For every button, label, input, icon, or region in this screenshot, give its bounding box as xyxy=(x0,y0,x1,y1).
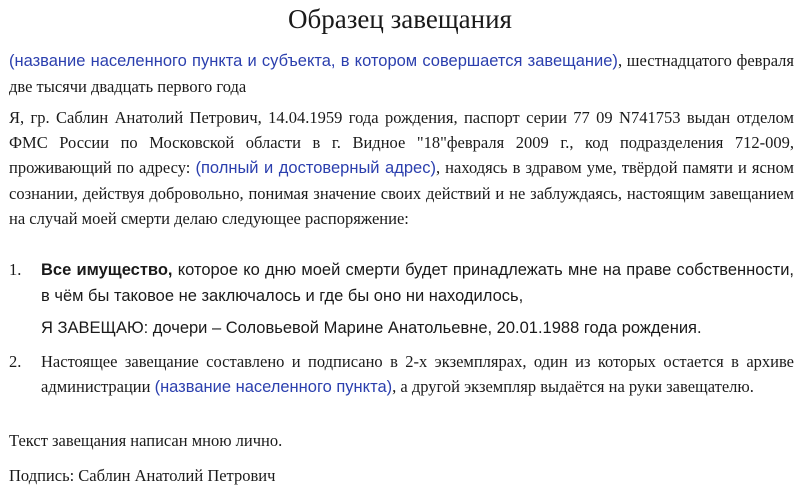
list-number: 2. xyxy=(9,352,22,371)
bold-lead-text: Все имущество, xyxy=(41,261,173,279)
signature-line: Подпись: Саблин Анатолий Петрович xyxy=(9,466,276,485)
address-placeholder: (полный и достоверный адрес) xyxy=(195,159,436,177)
list-item-2 xyxy=(9,349,794,400)
bequest-text: Я ЗАВЕЩАЮ: дочери – Соловьевой Марине Анатольевне, 20.01.1988 года рождения. xyxy=(41,319,702,337)
intro-date-text: , шестнадцатого февраля две тысячи двадцать первого года xyxy=(9,51,794,96)
settlement-name-placeholder: (название населенного пункта) xyxy=(154,378,393,396)
list-number: 1. xyxy=(9,260,22,279)
document-title: Образец завещания xyxy=(288,4,512,34)
testator-statement xyxy=(9,105,794,231)
list-item-text: которое ко дню моей смерти будет принадлежать мне на праве собственности, в чём бы таковое не заключалось и где бы оно ни находилось, xyxy=(41,261,795,305)
list-item-1 xyxy=(9,257,794,309)
intro-paragraph xyxy=(9,48,794,99)
testator-declaration-text: , находясь в здравом уме, твёрдой памяти и ясном сознании, действуя добровольно, понимая значение своих действий и не заблуждаясь, настоящим завещанием на случай моей смерти делаю следующее распоряжение: xyxy=(9,158,795,228)
testator-details-text: Я, гр. Саблин Анатолий Петрович, 14.04.1959 года рождения, паспорт серии 77 09 N741753 выдан отделом ФМС России по Московской области в г. Видное "18"февраля 2009 г., код подразделения 712-009, проживающий по адресу: xyxy=(9,108,794,177)
bequest-line xyxy=(9,315,794,341)
settlement-placeholder: (название населенного пункта и субъекта, в котором совершается завещание) xyxy=(9,52,618,70)
list-item-text-end: , а другой экземпляр выдаётся на руки завещателю. xyxy=(392,377,754,396)
list-item-text: Настоящее завещание составлено и подписано в 2-х экземплярах, один из которых остается в архиве администрации xyxy=(41,352,794,396)
handwritten-note: Текст завещания написан мною лично. xyxy=(9,431,283,450)
